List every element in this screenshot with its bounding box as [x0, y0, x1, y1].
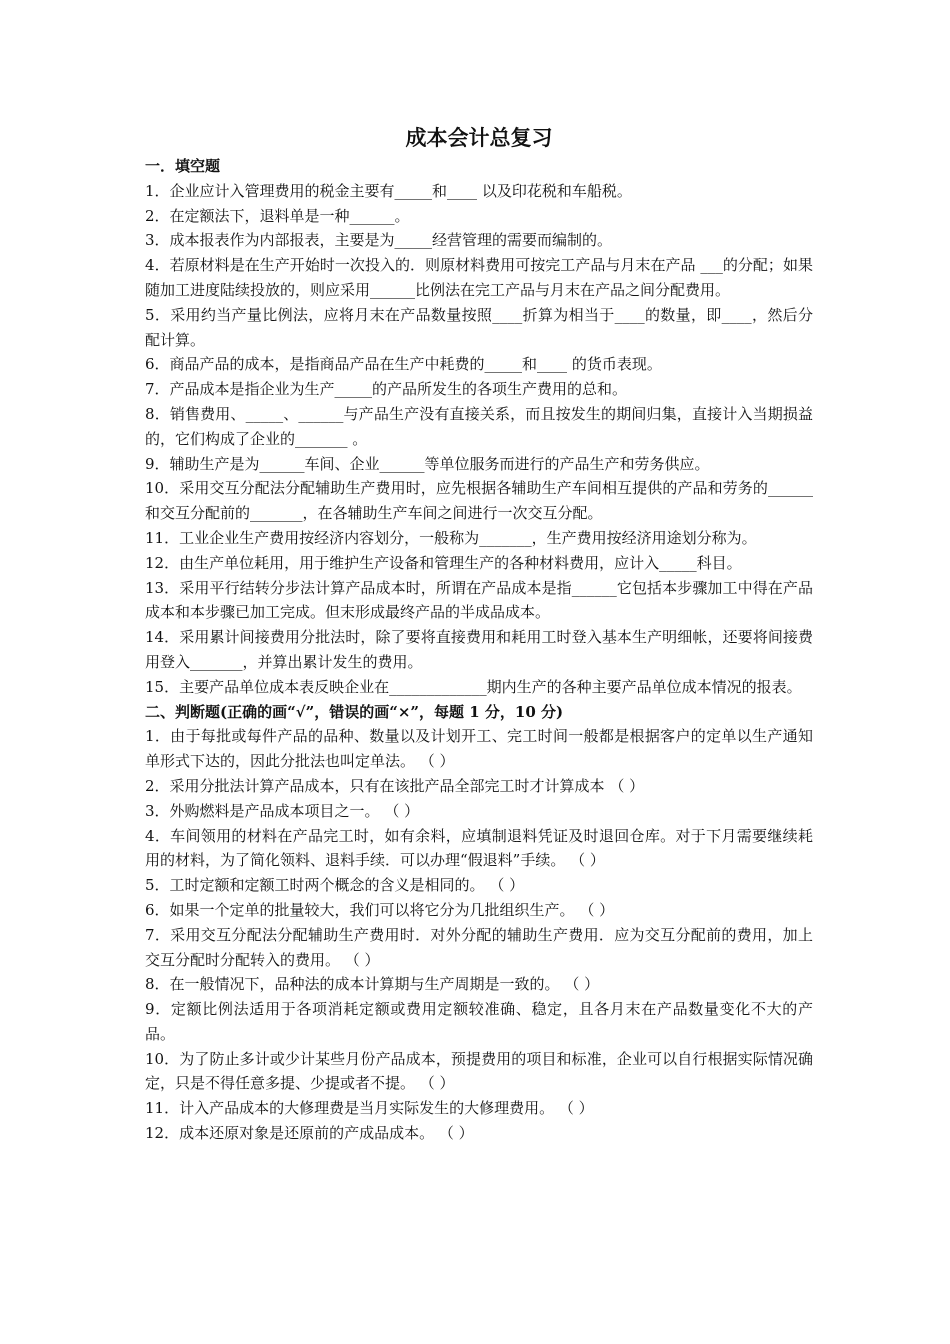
judge-question-10: 10．为了防止多计或少计某些月份产品成本，预提费用的项目和标准，企业可以自行根据实际情况确定，只是不得任意多提、少提或者不提。 （ ）: [145, 1049, 813, 1093]
judge-question-4: 4．车间领用的材料在产品完工时，如有余料，应填制退料凭证及时退回仓库。对于下月需要继续耗用的材料，为了简化领料、退料手续．可以办理“假退料”手续。 （ ）: [145, 826, 813, 870]
judge-question-3: 3．外购燃料是产品成本项目之一。 （ ）: [145, 801, 420, 820]
judge-question-8: 8．在一般情况下，品种法的成本计算期与生产周期是一致的。 （ ）: [145, 975, 600, 994]
judge-question-9: 9．定额比例法适用于各项消耗定额或费用定额较准确、稳定，且各月末在产品数量变化不大的产品。: [145, 1000, 813, 1043]
fill-question-6: 6．商品产品的成本，是指商品产品在生产中耗费的_____和____ 的货币表现。: [145, 355, 662, 374]
fill-question-1: 1．企业应计入管理费用的税金主要有_____和____ 以及印花税和车船税。: [145, 181, 632, 200]
fill-question-2: 2．在定额法下，退料单是一种______。: [145, 206, 410, 225]
fill-question-15: 15．主要产品单位成本表反映企业在_____________期内生产的各种主要产品单位成本情况的报表。: [145, 677, 802, 696]
judge-question-2: 2．采用分批法计算产品成本，只有在该批产品全部完工时才计算成本 （ ）: [145, 776, 645, 795]
fill-question-14: 14．采用累计间接费用分批法时，除了要将直接费用和耗用工时登入基本生产明细帐，还要将间接费用登入_______，并算出累计发生的费用。: [145, 628, 813, 671]
fill-question-10: 10．采用交互分配法分配辅助生产费用时，应先根据各辅助生产车间相互提供的产品和劳务的______和交互分配前的_______，在各辅助生产车间之间进行一次交互分配。: [145, 479, 813, 523]
fill-question-8: 8．销售费用、_____、______与产品生产没有直接关系，而且按发生的期间归集，直接计入当期损益的，它们构成了企业的_______ 。: [145, 404, 813, 448]
fill-question-12: 12．由生产单位耗用，用于维护生产设备和管理生产的各种材料费用，应计入_____科目。: [145, 553, 742, 572]
judge-question-11: 11．计入产品成本的大修理费是当月实际发生的大修理费用。 （ ）: [145, 1099, 594, 1118]
fill-question-4: 4．若原材料是在生产开始时一次投入的．则原材料费用可按完工产品与月末在产品 ___的分配；如果随加工进度陆续投放的，则应采用______比例法在完工产品与月末在产品之间分配费用。: [145, 256, 813, 299]
fill-question-11: 11．工业企业生产费用按经济内容划分，一般称为_______，生产费用按经济用途划分称为。: [145, 528, 757, 547]
fill-question-7: 7．产品成本是指企业为生产_____的产品所发生的各项生产费用的总和。: [145, 380, 628, 399]
section-true-false-heading: 二、判断题(正确的画“√”，错误的画“×”，每题 1 分，10 分): [145, 702, 564, 721]
judge-question-5: 5．工时定额和定额工时两个概念的含义是相同的。 （ ）: [145, 876, 525, 895]
judge-question-1: 1．由于每批或每件产品的品种、数量以及计划开工、完工时间一般都是根据客户的定单以生产通知单形式下达的，因此分批法也叫定单法。 （ ）: [145, 727, 813, 771]
section-fill-in-heading: 一．填空题: [145, 157, 221, 175]
judge-question-6: 6．如果一个定单的批量较大，我们可以将它分为几批组织生产。 （ ）: [145, 900, 615, 919]
fill-question-9: 9．辅助生产是为______车间、企业______等单位服务而进行的产品生产和劳务供应。: [145, 454, 710, 473]
document-page: [145, 122, 813, 1146]
fill-question-3: 3．成本报表作为内部报表，主要是为_____经营管理的需要而编制的。: [145, 231, 613, 250]
document-title: 成本会计总复习: [405, 125, 553, 150]
judge-question-7: 7．采用交互分配法分配辅助生产费用时．对外分配的辅助生产费用．应为交互分配前的费用，加上交互分配时分配转入的费用。 （ ）: [145, 925, 813, 969]
fill-question-5: 5．采用约当产量比例法，应将月末在产品数量按照____折算为相当于____的数量，即____，然后分配计算。: [145, 305, 813, 349]
judge-question-12: 12．成本还原对象是还原前的产成品成本。 （ ）: [145, 1124, 474, 1143]
fill-question-13: 13．采用平行结转分步法计算产品成本时，所谓在产品成本是指______它包括本步骤加工中得在产品成本和本步骤已加工完成。但末形成最终产品的半成品成本。: [145, 578, 813, 622]
